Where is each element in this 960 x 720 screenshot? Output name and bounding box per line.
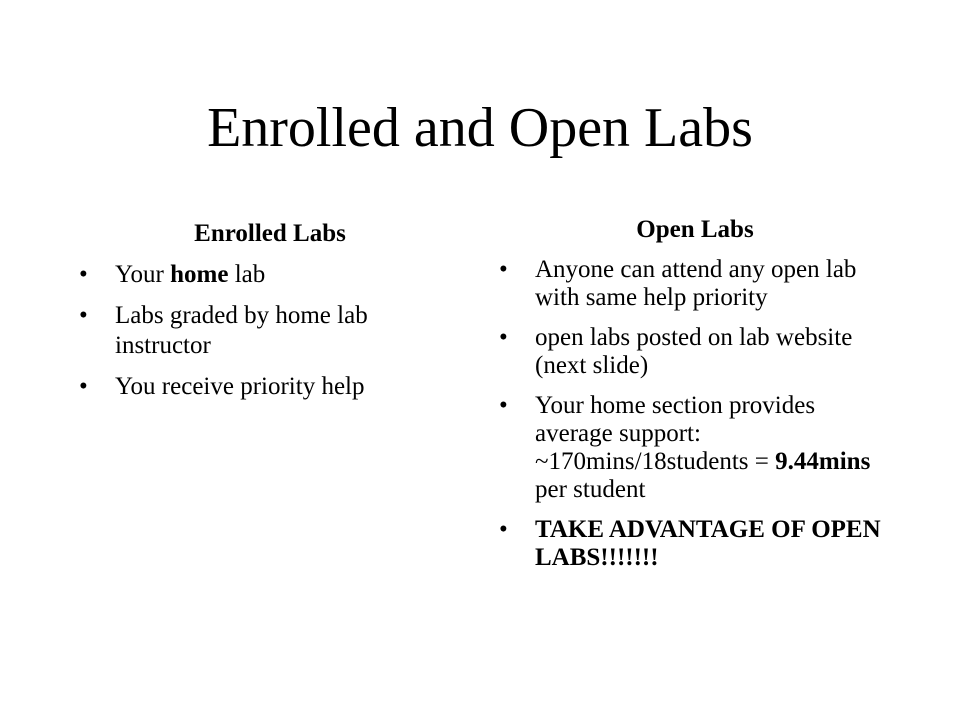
bullet-icon: •: [79, 302, 88, 329]
bullet-text-post: per student: [535, 476, 646, 503]
list-item: [75, 301, 465, 361]
bullet-text: Anyone can attend any open lab with same help priority: [535, 256, 857, 311]
bullet-text: You receive priority help: [115, 373, 365, 400]
list-item: [495, 324, 895, 380]
open-labs-column: [495, 210, 895, 584]
bullet-text-pre: Your: [115, 261, 171, 288]
bullet-icon: •: [79, 261, 88, 288]
enrolled-labs-heading: Enrolled Labs: [194, 220, 346, 247]
list-item: [495, 516, 895, 572]
list-item: [495, 256, 895, 312]
enrolled-labs-list: [75, 260, 465, 402]
enrolled-labs-column: [75, 214, 465, 413]
bullet-text: open labs posted on lab website (next slide): [535, 324, 853, 379]
bullet-icon: •: [499, 516, 508, 543]
bullet-text-post: lab: [228, 261, 266, 288]
bullet-icon: •: [499, 392, 508, 419]
bullet-text-pre: Your home section provides average support: ~170mins/18students =: [535, 392, 816, 475]
bullet-text-bold: TAKE ADVANTAGE OF OPEN LABS!!!!!!!: [535, 516, 881, 571]
bullet-text-bold: 9.44mins: [775, 448, 871, 475]
slide-title: Enrolled and Open Labs: [207, 97, 753, 159]
open-labs-list: [495, 256, 895, 572]
open-labs-heading: Open Labs: [636, 216, 754, 243]
list-item: [75, 372, 465, 402]
list-item: [495, 392, 895, 504]
bullet-text-bold: home: [170, 261, 229, 288]
list-item: [75, 260, 465, 290]
bullet-icon: •: [79, 373, 88, 400]
bullet-icon: •: [499, 256, 508, 283]
bullet-text: Labs graded by home lab instructor: [115, 302, 368, 359]
bullet-icon: •: [499, 324, 508, 351]
